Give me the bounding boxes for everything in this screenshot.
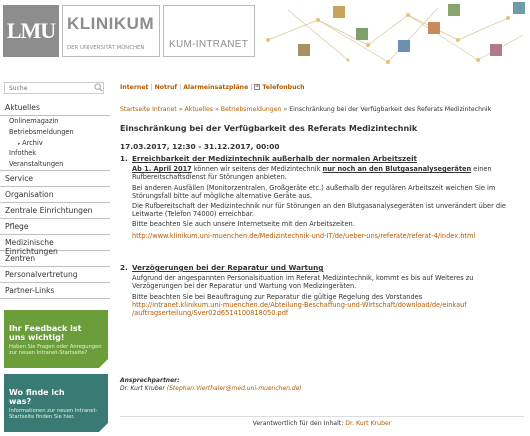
section-1-link[interactable]: http://www.klinikum.uni-muenchen.de/Medizintechnik-und-IT/de/ueber-uns/referate/referat-4/index.html [132, 231, 476, 240]
sidebar-subitem-archiv[interactable]: ▸ Archiv [0, 138, 110, 148]
sidebar-subitem-infothek[interactable]: Infothek [9, 149, 37, 157]
sidebar-item-pflege[interactable]: Pflege [0, 219, 110, 235]
klinikum-subtitle: DER UNIVERSITÄT MÜNCHEN [67, 45, 145, 51]
sidebar-nav [0, 100, 110, 299]
footer-text: Verantwortlich für den Inhalt: [252, 420, 346, 427]
sidebar-subitem-betriebsmeldungen[interactable]: Betriebsmeldungen [9, 128, 74, 136]
chevron-right-icon: » [178, 106, 183, 113]
chevron-right-icon: » [283, 106, 288, 113]
section-1 [120, 155, 524, 240]
section-2-link[interactable]: http://intranet.klinikum.uni-muenchen.de/Abteilung-Beschaffung-und-Wirtschaft/download/de/einkauf /auftragserteilung/Sver02d6514100818050.pdf [132, 300, 467, 318]
feedback-promo-title: Ihr Feedback ist uns wichtig! [9, 324, 82, 342]
internet-link[interactable]: Internet [120, 84, 149, 91]
feedback-promo[interactable] [4, 310, 108, 368]
alarm-plans-link[interactable]: Alarmeinsatzpläne [183, 84, 249, 91]
chevron-right-icon: » [214, 106, 219, 113]
contact-label: Ansprechpartner: [120, 377, 180, 384]
section-1-paragraph-1: Ab 1. April 2017 können wir seitens der Medizintechnik nur noch an den Blutgasanalysegeräten einen Rufbereitschaftsdienst für Störungen anbieten. [132, 165, 492, 182]
sidebar-item-medizinische-einrichtungen[interactable]: Medizinische Einrichtungen [0, 235, 110, 251]
intranet-logo[interactable] [163, 5, 255, 57]
section-1-paragraph-3: Die Rufbereitschaft der Medizintechnik nur für Störungen an den Blutgasanalysegeräten ist unverändert über die Leitwarte (Telefon 74000) erreichbar. [132, 202, 506, 219]
section-2-heading: 2. Verzögerungen bei der Reparatur und Wartung [120, 263, 324, 272]
breadcrumb [120, 106, 491, 113]
section-1-paragraph-2: Bei anderen Ausfällen (Monitorzentralen, Großgeräte etc.) außerhalb der regulären Arbeitszeit weichen Sie im Störungsfall bitte auf mögliche alternative Geräte aus. [132, 183, 496, 200]
top-links: Internet | Notruf | Alarmeinsatzpläne | Telefonbuch [120, 84, 305, 91]
sidebar-item-service[interactable]: Service [0, 171, 110, 187]
section-1-heading: 1. Erreichbarkeit der Medizintechnik außerhalb der normalen Arbeitszeit [120, 154, 417, 163]
page-title: Einschränkung bei der Verfügbarkeit des Referats Medizintechnik [120, 124, 418, 133]
sidebar-item-organisation[interactable]: Organisation [0, 187, 110, 203]
contact-email-link[interactable]: (Stephan.Vierthaler@med.uni-muenchen.de) [166, 385, 302, 392]
corner-arrow-icon [99, 359, 108, 368]
klinikum-logo[interactable] [62, 5, 160, 57]
sidebar-item-partner-links[interactable]: Partner-Links [0, 283, 110, 299]
date-range: 17.03.2017, 12:30 - 31.12.2017, 00:00 [120, 142, 280, 151]
section-2 [120, 264, 524, 317]
notruf-link[interactable]: Notruf [154, 84, 178, 91]
sidebar-item-personalvertretung[interactable]: Personalvertretung [0, 267, 110, 283]
network-banner-image [258, 0, 530, 72]
footer [120, 416, 524, 427]
corner-arrow-icon [99, 423, 108, 432]
contact-person [120, 377, 302, 393]
breadcrumb-betriebsmeldungen[interactable]: Betriebsmeldungen [220, 106, 282, 113]
sidebar-item-aktuelles[interactable]: Aktuelles [0, 100, 110, 116]
breadcrumb-current: Einschränkung bei der Verfügbarkeit des Referats Medizintechnik [289, 106, 492, 113]
footer-responsible-link[interactable]: Dr. Kurt Kruber [345, 420, 392, 427]
section-1-paragraph-4: Bitte beachten Sie auch unsere Internetseite mit den Arbeitszeiten. [132, 220, 355, 229]
lmu-logo[interactable]: LMU [3, 5, 59, 57]
section-2-paragraph-1: Aufgrund der angespannten Personalsituation im Referat Medizintechnik, kommt es bis auf Weiteres zu Verzögerungen bei der Reparatur und Wartung von Medizingeräten. [132, 274, 474, 291]
intranet-title: KUM-INTRANET [169, 39, 249, 50]
section-2-paragraph-2: Bitte beachten Sie bei Beauftragung zur Reparatur die gültige Regelung des Vorstandes [132, 292, 423, 301]
breadcrumb-home[interactable]: Startseite Intranet [120, 106, 177, 113]
header [0, 0, 530, 85]
phonebook-icon [254, 84, 260, 90]
klinikum-title: KLINIKUM [67, 14, 155, 33]
phonebook-link[interactable]: Telefonbuch [262, 84, 305, 91]
breadcrumb-aktuelles[interactable]: Aktuelles [184, 106, 213, 113]
help-promo[interactable] [4, 374, 108, 432]
search-input[interactable] [4, 82, 104, 94]
contact-name: Dr. Kurt Kruber [120, 385, 165, 392]
sidebar-subitem-onlinemagazin[interactable]: Onlinemagazin [9, 117, 59, 125]
feedback-promo-text: Haben Sie Fragen oder Anregungen zur neuen Intranet-Startseite? [9, 344, 102, 356]
search-icon[interactable] [94, 83, 103, 92]
help-promo-text: Informationen zur neuen Intranet-Startseite finden Sie hier. [9, 408, 98, 420]
help-promo-title: Wo finde ich was? [9, 388, 65, 406]
sidebar-item-zentren[interactable]: Zentren [0, 251, 110, 267]
main-content [120, 118, 524, 427]
sidebar-subitem-veranstaltungen[interactable]: Veranstaltungen [0, 159, 110, 171]
sidebar-item-zentrale-einrichtungen[interactable]: Zentrale Einrichtungen [0, 203, 110, 219]
